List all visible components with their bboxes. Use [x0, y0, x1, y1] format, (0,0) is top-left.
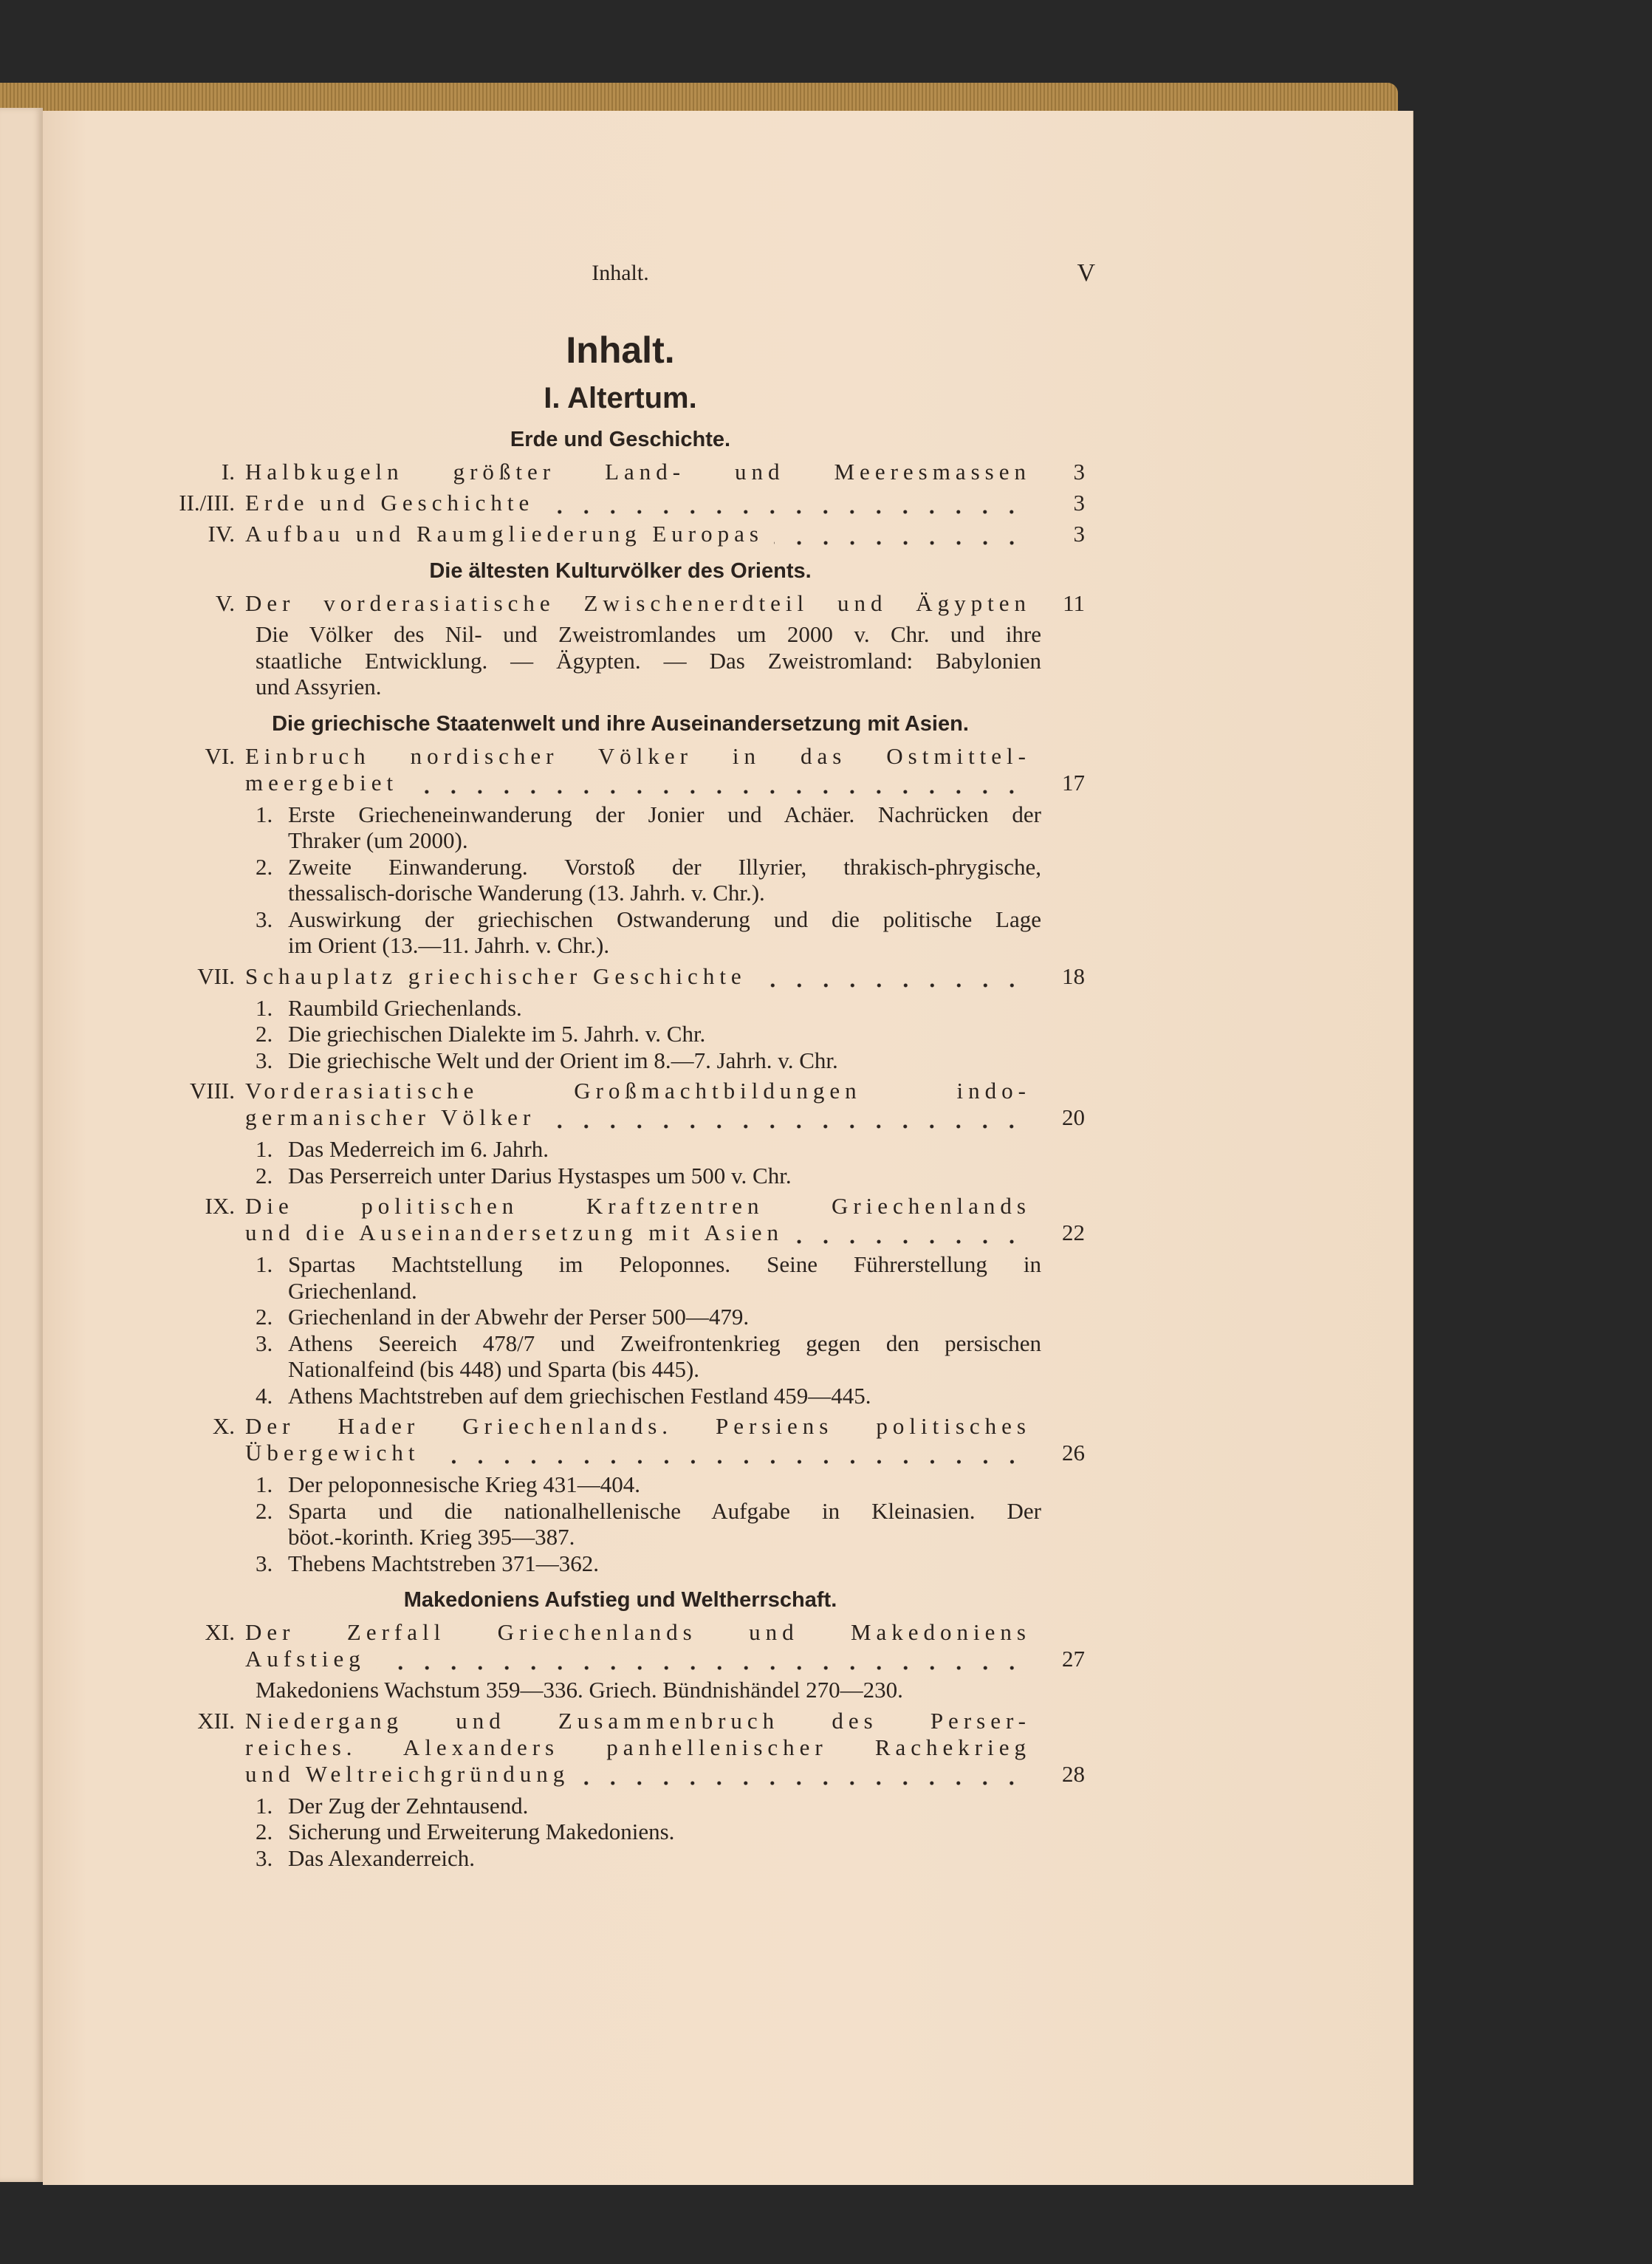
subentry-number: 2.	[256, 1162, 273, 1189]
entry-title-line: Der Hader Griechenlands. Persiens politisches	[245, 1413, 1031, 1439]
entry-number: V.	[215, 590, 235, 616]
entry-page-number: 17	[1062, 769, 1085, 796]
subentry[interactable]	[256, 1047, 1041, 1074]
entry-page-number: 18	[1062, 962, 1085, 989]
subentry-line: böot.-korinth. Krieg 395—387.	[288, 1524, 575, 1550]
entry-title-line: Halbkugeln größter Land- und Meeresmassen	[245, 459, 1031, 485]
entry-title	[245, 743, 1031, 796]
toc-entry[interactable]	[87, 1413, 1095, 1466]
entry-page-number: 22	[1062, 1220, 1085, 1245]
entry-title-line	[245, 1104, 1031, 1131]
entry-title-line	[245, 490, 1031, 516]
subentry-line: im Orient (13.—11. Jahrh. v. Chr.).	[288, 932, 610, 958]
subentry-text	[288, 1021, 1041, 1047]
entry-title-text: Schauplatz griechischer Geschichte	[245, 962, 747, 989]
subentry-list	[256, 1471, 1041, 1576]
entry-number: X.	[212, 1413, 235, 1439]
subentry[interactable]	[256, 1330, 1041, 1383]
entry-number: VI.	[205, 742, 235, 769]
entry-title	[245, 1708, 1031, 1788]
entry-title-text: germanischer Völker	[245, 1104, 536, 1130]
entry-page-number: 11	[1063, 590, 1085, 616]
subentry-line: Erste Griecheneinwanderung der Jonier und Achäer. Nachrücken der	[288, 801, 1041, 827]
subentry-text	[288, 1163, 1041, 1189]
subentry-line: Griechenland in der Abwehr der Perser 500—479.	[288, 1304, 750, 1330]
subentry-number: 3.	[256, 1047, 273, 1073]
subentry-number: 2.	[256, 1497, 273, 1524]
entry-number: I.	[221, 459, 235, 485]
subentry[interactable]	[256, 801, 1041, 854]
entry-title-line: reiches. Alexanders panhellenischer Rachekrieg	[245, 1734, 1031, 1760]
dot-leader	[546, 1104, 1031, 1131]
entry-page-number: 3	[1073, 490, 1085, 516]
subentry-line: Das Mederreich im 6. Jahrh.	[288, 1136, 549, 1162]
page-title: Inhalt.	[566, 329, 675, 371]
subentry[interactable]	[256, 995, 1041, 1022]
subentry-line: Die griechischen Dialekte im 5. Jahrh. v. Chr.	[288, 1021, 706, 1047]
dot-leader	[580, 1761, 1031, 1788]
entry-title-line: Einbruch nordischer Völker in das Ostmittel-	[245, 742, 1031, 769]
entry-number: XII.	[197, 1707, 235, 1734]
subentry-text	[288, 1047, 1041, 1074]
toc-entry[interactable]	[87, 743, 1095, 796]
subentry-text	[288, 1793, 1041, 1819]
entry-title-line	[245, 1220, 1031, 1246]
entry-title-text: und die Auseinandersetzung mit Asien	[245, 1220, 784, 1245]
subentry-text	[288, 1845, 1041, 1872]
entry-title-line: Der Zerfall Griechenlands und Makedoniens	[245, 1619, 1031, 1645]
subentry[interactable]	[256, 1550, 1041, 1577]
note-line: Makedoniens Wachstum 359—336. Griech. Bündnishändel 270—230.	[256, 1677, 903, 1703]
entry-page-number: 3	[1073, 459, 1085, 485]
dot-leader	[544, 490, 1031, 516]
subentry-text	[288, 801, 1041, 854]
subentry-text	[288, 854, 1041, 906]
toc-entry[interactable]	[87, 1193, 1095, 1246]
subentry-line: Die griechische Welt und der Orient im 8.—7. Jahrh. v. Chr.	[288, 1047, 838, 1073]
note-line: Die Völker des Nil- und Zweistromlandes um 2000 v. Chr. und ihre	[256, 621, 1041, 647]
subentry[interactable]	[256, 1136, 1041, 1163]
toc-entry[interactable]	[87, 1078, 1095, 1131]
subentry-list	[256, 1251, 1041, 1409]
dot-leader	[376, 1646, 1031, 1672]
entry-title-line	[245, 521, 1031, 547]
subentry-text	[288, 1498, 1041, 1550]
subentry-number: 3.	[256, 906, 273, 932]
entry-title	[245, 1413, 1031, 1466]
entry-title	[245, 1619, 1031, 1672]
subentry-number: 3.	[256, 1844, 273, 1871]
subentry[interactable]	[256, 1304, 1041, 1330]
subentry-line: Auswirkung der griechischen Ostwanderung und die politische Lage	[288, 906, 1041, 932]
subentry[interactable]	[256, 906, 1041, 959]
entry-page-number: 28	[1062, 1760, 1085, 1787]
subentry-text	[288, 1136, 1041, 1163]
entry-note	[256, 621, 1041, 700]
subentry-line: Thraker (um 2000).	[288, 827, 468, 853]
subentry-number: 4.	[256, 1382, 273, 1409]
subentry-line: Nationalfeind (bis 448) und Sparta (bis 445).	[288, 1356, 700, 1382]
left-page-edge	[0, 108, 43, 2182]
subentry-number: 2.	[256, 1304, 273, 1330]
subentry-number: 1.	[256, 1136, 273, 1162]
subentry-text	[288, 1251, 1041, 1304]
subentry[interactable]	[256, 1383, 1041, 1409]
entry-title-line	[245, 963, 1031, 990]
subentry-line: Der Zug der Zehntausend.	[288, 1792, 529, 1819]
entry-title-line	[245, 1646, 1031, 1672]
section-heading: Die griechische Staatenwelt und ihre Auseinandersetzung mit Asien.	[272, 711, 969, 736]
entry-title	[245, 963, 1031, 990]
subentry-line: Raumbild Griechenlands.	[288, 994, 522, 1021]
toc-entry[interactable]	[87, 521, 1095, 547]
subentry[interactable]	[256, 854, 1041, 906]
entry-title-text: Übergewicht	[245, 1440, 420, 1466]
entry-title	[245, 490, 1031, 516]
subentry[interactable]	[256, 1251, 1041, 1304]
toc-entry[interactable]	[87, 590, 1095, 617]
entry-number: VII.	[197, 962, 235, 989]
dot-leader	[408, 770, 1031, 796]
book-headband	[0, 83, 1398, 111]
entry-title-line: Niedergang und Zusammenbruch des Perser-	[245, 1707, 1031, 1734]
entry-title-text: Aufstieg	[245, 1646, 366, 1672]
entry-number: II./III.	[179, 490, 235, 516]
subentry-line: thessalisch-dorische Wanderung (13. Jahrh. v. Chr.).	[288, 880, 765, 906]
subentry-list	[256, 801, 1041, 959]
section-heading: Erde und Geschichte.	[510, 428, 731, 451]
subentry[interactable]	[256, 1819, 1041, 1845]
subentry-line: Athens Seereich 478/7 und Zweifrontenkrieg gegen den persischen	[288, 1330, 1041, 1356]
dot-leader	[794, 1220, 1031, 1246]
book-page	[43, 111, 1413, 2185]
subentry-line: Griechenland.	[288, 1277, 417, 1304]
subentry-number: 3.	[256, 1550, 273, 1576]
subentry-number: 2.	[256, 853, 273, 880]
subentry[interactable]	[256, 1845, 1041, 1872]
entry-title	[245, 459, 1031, 485]
subentry-text	[288, 995, 1041, 1022]
table-of-contents	[87, 328, 1095, 1871]
entry-number: VIII.	[189, 1078, 235, 1104]
dot-leader	[431, 1440, 1031, 1466]
subentry[interactable]	[256, 1498, 1041, 1550]
entry-number: XI.	[205, 1619, 235, 1645]
entry-note	[256, 1677, 1041, 1703]
entry-page-number: 27	[1062, 1646, 1085, 1672]
subentry-line: Das Perserreich unter Darius Hystaspes um 500 v. Chr.	[288, 1162, 792, 1189]
section-heading: Makedoniens Aufstieg und Weltherrschaft.	[403, 1588, 837, 1612]
subentry-text	[288, 1471, 1041, 1498]
note-line: staatliche Entwicklung. — Ägypten. — Das Zweistromland: Babylonien	[256, 647, 1041, 674]
subentry-text	[288, 1383, 1041, 1409]
entry-title-line	[245, 770, 1031, 796]
toc-entry[interactable]	[87, 1708, 1095, 1788]
section-heading: Die ältesten Kulturvölker des Orients.	[429, 559, 812, 583]
subentry-text	[288, 1304, 1041, 1330]
subentry-text	[288, 906, 1041, 959]
entry-title-text: und Weltreichgründung	[245, 1760, 570, 1787]
subentry-line: Athens Machtstreben auf dem griechischen Festland 459—445.	[288, 1382, 871, 1409]
subentry-line: Das Alexanderreich.	[288, 1844, 476, 1871]
subentry-line: Spartas Machtstellung im Peloponnes. Seine Führerstellung in	[288, 1251, 1041, 1277]
subentry[interactable]	[256, 1793, 1041, 1819]
entry-page-number: 26	[1062, 1440, 1085, 1466]
subentry-text	[288, 1550, 1041, 1577]
entry-title	[245, 590, 1031, 617]
entry-title	[245, 1193, 1031, 1246]
subentry[interactable]	[256, 1163, 1041, 1189]
subentry-number: 3.	[256, 1330, 273, 1356]
toc-entry[interactable]	[87, 1619, 1095, 1672]
subentry-number: 2.	[256, 1021, 273, 1047]
entry-title-line	[245, 1761, 1031, 1788]
part-heading: I. Altertum.	[544, 382, 697, 414]
subentry-line: Zweite Einwanderung. Vorstoß der Illyrier, thrakisch-phrygische,	[288, 853, 1041, 880]
subentry-number: 2.	[256, 1819, 273, 1844]
subentry-number: 1.	[256, 1471, 273, 1497]
subentry-list	[256, 1793, 1041, 1872]
entry-title	[245, 521, 1031, 547]
entry-title-line: Der vorderasiatische Zwischenerdteil und Ägypten	[245, 590, 1031, 616]
entry-number: IV.	[208, 521, 235, 547]
toc-entry[interactable]	[87, 963, 1095, 990]
dot-leader	[774, 521, 1031, 547]
subentry-number: 1.	[256, 994, 273, 1021]
entry-title-line	[245, 1440, 1031, 1466]
subentry-number: 1.	[256, 801, 273, 827]
subentry-number: 1.	[256, 1251, 273, 1277]
subentry-line: Der peloponnesische Krieg 431—404.	[288, 1471, 640, 1497]
entry-title	[245, 1078, 1031, 1131]
entry-title-text: Erde und Geschichte	[245, 490, 535, 516]
dot-leader	[757, 963, 1031, 990]
subentry-line: Thebens Machtstreben 371—362.	[288, 1550, 599, 1576]
entry-page-number: 20	[1062, 1104, 1085, 1130]
entry-title-text: Aufbau und Raumgliederung Europas	[245, 521, 764, 547]
subentry[interactable]	[256, 1471, 1041, 1498]
subentry-line: Sparta und die nationalhellenische Aufgabe in Kleinasien. Der	[288, 1497, 1041, 1524]
entry-number: IX.	[205, 1193, 235, 1219]
subentry[interactable]	[256, 1021, 1041, 1047]
subentry-text	[288, 1330, 1041, 1383]
entry-title-line: Vorderasiatische Großmachtbildungen indo-	[245, 1078, 1031, 1104]
entry-title-text: meergebiet	[245, 769, 399, 796]
note-line: und Assyrien.	[256, 674, 382, 700]
running-header-title: Inhalt.	[592, 261, 649, 285]
subentry-list	[256, 995, 1041, 1074]
subentry-text	[288, 1819, 1041, 1845]
subentry-number: 1.	[256, 1792, 273, 1819]
running-header-page-number: V	[1077, 259, 1095, 287]
subentry-line: Sicherung und Erweiterung Makedoniens.	[288, 1819, 675, 1844]
entry-page-number: 3	[1073, 521, 1085, 547]
subentry-list	[256, 1136, 1041, 1189]
toc-entry[interactable]	[87, 490, 1095, 516]
entry-title-line: Die politischen Kraftzentren Griechenlands	[245, 1193, 1031, 1219]
toc-entry[interactable]	[87, 459, 1095, 485]
